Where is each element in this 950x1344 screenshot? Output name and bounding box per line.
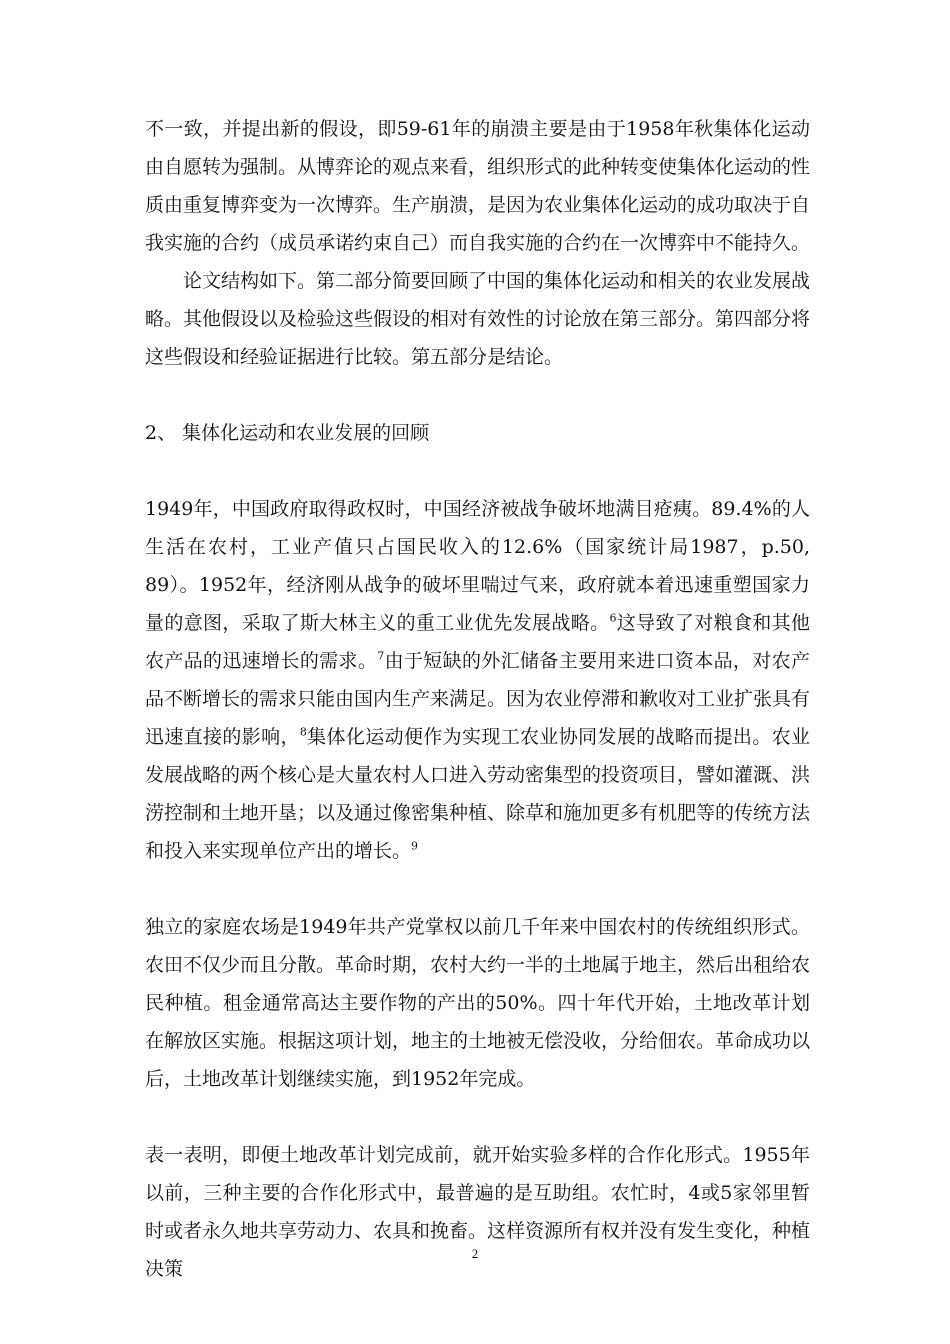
paragraph-gap — [145, 870, 810, 908]
text-run: 这导致了对粮食和其他农产品的迅速增长的需求。 — [145, 612, 810, 672]
footnote-ref-9: 9 — [411, 839, 419, 853]
section-heading: 2、 集体化运动和农业发展的回顾 — [145, 422, 430, 444]
page-number: 2 — [471, 1246, 479, 1261]
paragraph-gap — [145, 1098, 810, 1136]
body-text — [145, 110, 810, 1288]
footnote-ref-6: 6 — [609, 611, 617, 625]
paragraph-gap — [145, 376, 810, 414]
footnote-ref-7: 7 — [377, 649, 385, 663]
paragraph-family-farm: 独立的家庭农场是1949年共产党掌权以前几千年来中国农村的传统组织形式。农田不仅少而且分散。革命时期，农村大约一半的土地属于地主，然后出租给农民种植。租金通常高达主要作物的产出的50%。四十年代开始，土地改革计划在解放区实施。根据这项计划，地主的土地被无偿没收，分给佃农。革命成功以后，土地改革计划继续实施，到1952年完成。 — [145, 916, 811, 1090]
text-run: 集体化运动便作为实现工农业协同发展的战略而提出。农业发展战略的两个核心是大量农村人口进入劳动密集型的投资项目，譬如灌溉、洪涝控制和土地开垦；以及通过像密集种植、除草和施加更多有机肥等的传统方法和投入来实现单位产出的增长。 — [145, 726, 811, 862]
paragraph-hypothesis: 不一致，并提出新的假设，即59-61年的崩溃主要是由于1958年秋集体化运动由自愿转为强制。从博弈论的观点来看，组织形式的此种转变使集体化运动的性质由重复博弈变为一次博弈。生产崩溃，是因为农业集体化运动的成功取决于自我实施的合约（成员承诺约束自己）而自我实施的合约在一次博弈中不能持久。 — [145, 118, 811, 254]
paragraph-gap — [145, 452, 810, 490]
paragraph-1949 — [145, 490, 810, 870]
paragraph-table-one: 表一表明，即便土地改革计划完成前，就开始实验多样的合作化形式。1955年以前，三种主要的合作化形式中，最普遍的是互助组。农忙时，4或5家邻里暂时或者永久地共享劳动力、农具和挽畜。这样资源所有权并没有发生变化，种植决策 — [145, 1144, 811, 1280]
text-run: 由于短缺的外汇储备主要用来进口资本品，对农产品不断增长的需求只能由国内生产来满足。因为农业停滞和歉收对工业扩张具有迅速直接的影响， — [145, 650, 811, 748]
text-run: 1949年，中国政府取得政权时，中国经济被战争破坏地满目疮痍。89.4%的人生活在农村，工业产值只占国民收入的12.6%（国家统计局1987，p.50, 89）。1952年，经济刚从战争的破坏里喘过气来，政府就本着迅速重塑国家力量的意图，采取了斯大林主义的重工业优先发展战略。 — [145, 498, 810, 634]
paragraph-structure: 论文结构如下。第二部分简要回顾了中国的集体化运动和相关的农业发展战略。其他假设以及检验这些假设的相对有效性的讨论放在第三部分。第四部分将这些假设和经验证据进行比较。第五部分是结论。 — [145, 270, 811, 368]
footnote-ref-8: 8 — [299, 725, 307, 739]
